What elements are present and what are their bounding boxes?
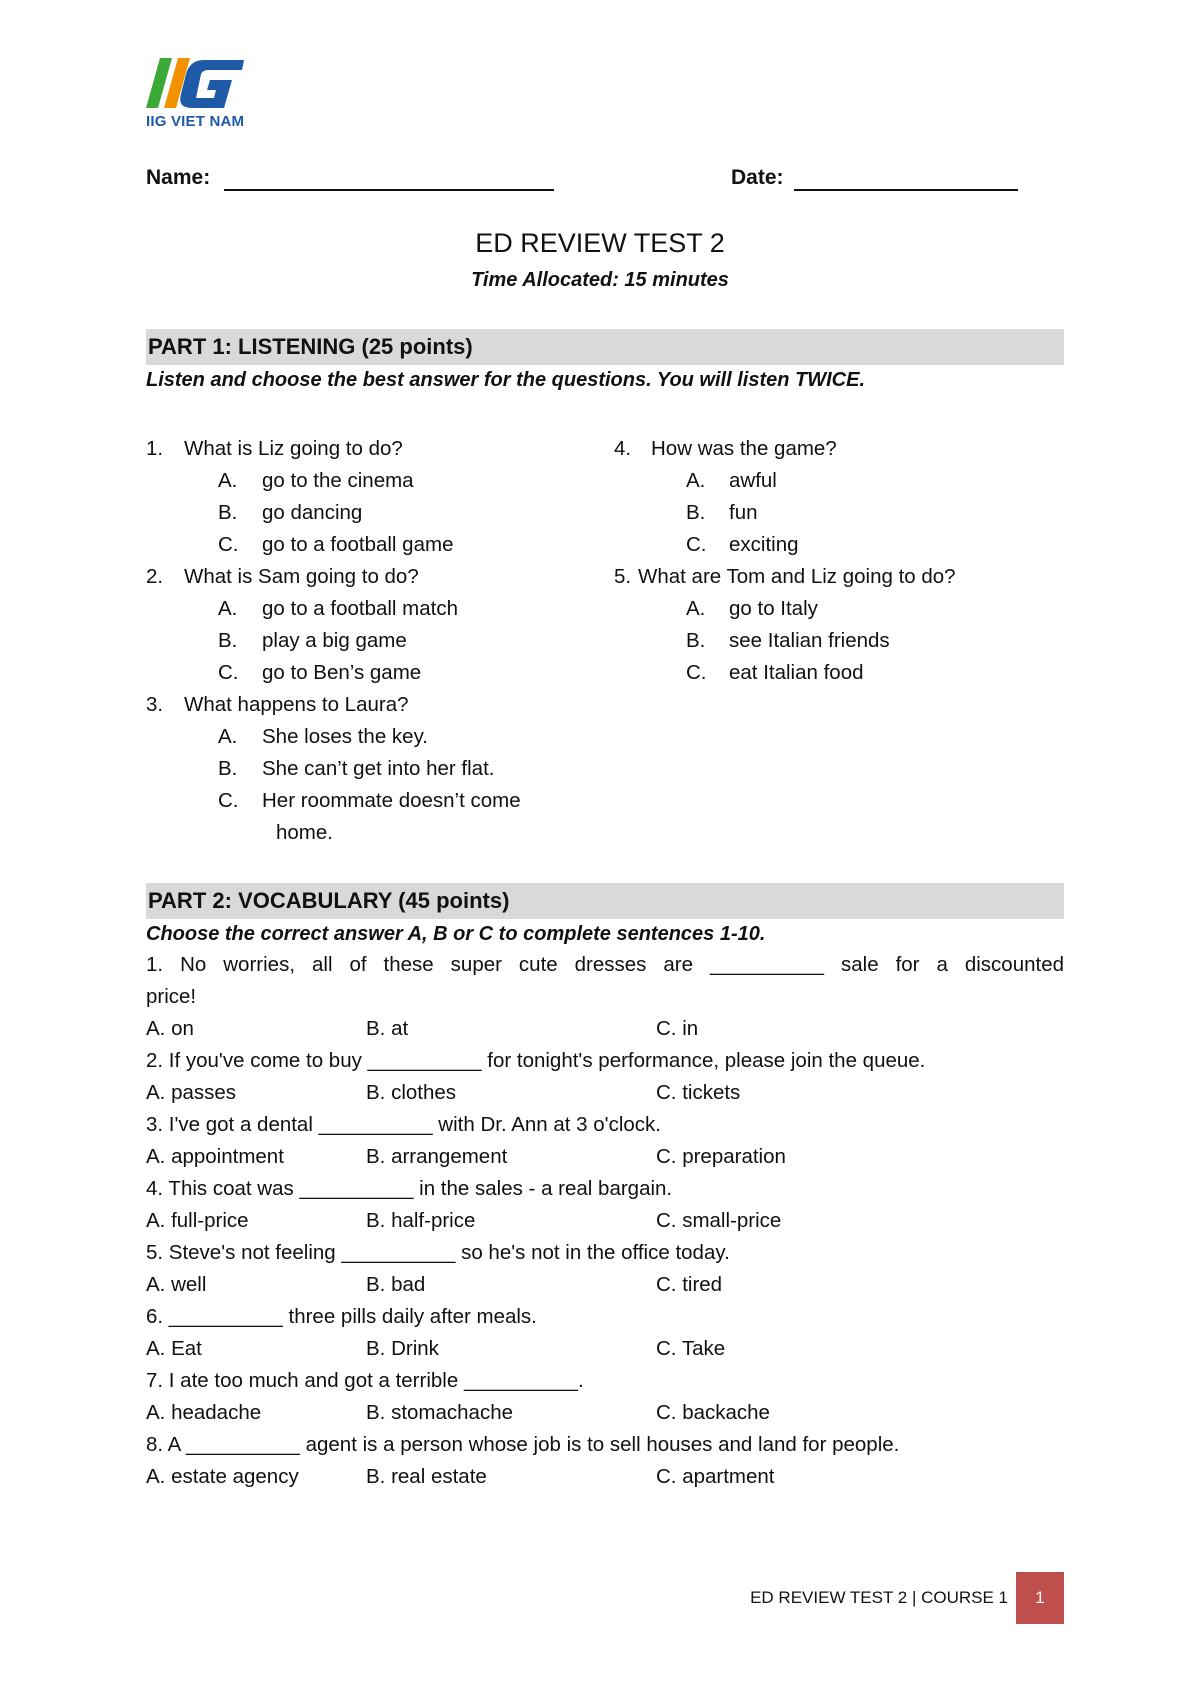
vocab-question-5: 5. Steve's not feeling __________ so he's not in the office today. [146, 1241, 730, 1264]
option[interactable] [686, 501, 758, 525]
name-date-row [146, 166, 1064, 196]
option-text: go to a football match [262, 597, 459, 620]
option[interactable] [686, 533, 799, 557]
option-text: go to Ben’s game [262, 661, 422, 684]
option-letter: B. [686, 629, 706, 652]
option-letter: C. [218, 661, 239, 684]
part1-instruction: Listen and choose the best answer for the questions. You will listen TWICE. [146, 369, 865, 391]
option[interactable] [686, 629, 890, 653]
part1-heading: PART 1: LISTENING (25 points) [146, 329, 1064, 365]
option[interactable] [218, 597, 459, 621]
option-c[interactable]: C. apartment [656, 1465, 775, 1488]
question-number: 3. [146, 693, 164, 716]
option-letter: A. [686, 597, 706, 620]
option-c[interactable]: C. tired [656, 1273, 723, 1296]
option-a[interactable]: A. headache [146, 1401, 262, 1424]
iig-logo [146, 56, 256, 132]
question-number: 5. [614, 565, 632, 588]
question-number: 1. [146, 437, 164, 460]
name-label: Name: [146, 166, 211, 189]
option-text: exciting [729, 533, 799, 556]
option-a[interactable]: A. passes [146, 1081, 237, 1104]
option-text: Her roommate doesn’t come [262, 789, 521, 812]
option-text: see Italian friends [729, 629, 890, 652]
option-text: She can’t get into her flat. [262, 757, 495, 780]
option[interactable] [686, 661, 864, 685]
page-title: ED REVIEW TEST 2 [475, 228, 725, 258]
option-b[interactable]: B. at [366, 1017, 409, 1040]
option-a[interactable]: A. on [146, 1017, 194, 1040]
option-b[interactable]: B. half-price [366, 1209, 476, 1232]
option[interactable] [218, 661, 422, 685]
option-letter: C. [686, 533, 707, 556]
vocab-question-6: 6. __________ three pills daily after meals. [146, 1305, 537, 1328]
page-number: 1 [1016, 1572, 1064, 1624]
option-c[interactable]: C. backache [656, 1401, 770, 1424]
option[interactable] [218, 501, 363, 525]
question-1 [146, 437, 403, 461]
vocab-question-8: 8. A __________ agent is a person whose job is to sell houses and land for people. [146, 1433, 900, 1456]
option-b[interactable]: B. Drink [366, 1337, 439, 1360]
question-text: How was the game? [651, 437, 837, 460]
option-a[interactable]: A. full-price [146, 1209, 249, 1232]
date-field[interactable] [794, 189, 1018, 191]
option-letter: A. [218, 725, 238, 748]
option-letter: B. [218, 757, 238, 780]
vocab-question-7: 7. I ate too much and got a terrible __________. [146, 1369, 584, 1392]
option[interactable] [686, 597, 818, 621]
question-2 [146, 565, 419, 589]
option-a[interactable]: A. Eat [146, 1337, 202, 1360]
time-allocated: Time Allocated: 15 minutes [471, 269, 729, 291]
option-letter: C. [218, 789, 239, 812]
question-number: 4. [614, 437, 632, 460]
footer-text: ED REVIEW TEST 2 | COURSE 1 [750, 1588, 1008, 1607]
vocab-question-1: 1. No worries, all of these super cute dresses are __________ sale for a discounted [146, 953, 1064, 976]
option-b[interactable]: B. clothes [366, 1081, 457, 1104]
option-text: go dancing [262, 501, 363, 524]
option-text: awful [729, 469, 777, 492]
option-continuation: home. [276, 821, 333, 844]
option-a[interactable]: A. well [146, 1273, 207, 1296]
option[interactable] [218, 789, 521, 813]
option-letter: A. [686, 469, 706, 492]
option-letter: C. [686, 661, 707, 684]
option-c[interactable]: C. Take [656, 1337, 726, 1360]
option-c[interactable]: C. in [656, 1017, 699, 1040]
option-c[interactable]: C. small-price [656, 1209, 782, 1232]
date-label: Date: [731, 166, 784, 189]
option-letter: B. [218, 501, 238, 524]
option[interactable] [218, 757, 495, 781]
option[interactable] [218, 533, 454, 557]
option-a[interactable]: A. appointment [146, 1145, 284, 1168]
part2-heading: PART 2: VOCABULARY (45 points) [146, 883, 1064, 919]
vocab-question-4: 4. This coat was __________ in the sales - a real bargain. [146, 1177, 673, 1200]
question-text: What is Liz going to do? [184, 437, 403, 460]
option-text: fun [729, 501, 758, 524]
vocab-question-3: 3. I've got a dental __________ with Dr. Ann at 3 o'clock. [146, 1113, 661, 1136]
question-number: 2. [146, 565, 164, 588]
option-c[interactable]: C. tickets [656, 1081, 741, 1104]
question-text: What is Sam going to do? [184, 565, 419, 588]
vocab-question-1-cont: price! [146, 985, 197, 1008]
option-a[interactable]: A. estate agency [146, 1465, 299, 1488]
option-text: go to Italy [729, 597, 818, 620]
question-5 [614, 565, 956, 589]
option-text: play a big game [262, 629, 407, 652]
option-b[interactable]: B. arrangement [366, 1145, 508, 1168]
option[interactable] [218, 725, 428, 749]
question-4 [614, 437, 837, 461]
part2-instruction: Choose the correct answer A, B or C to complete sentences 1-10. [146, 923, 766, 945]
option-text: She loses the key. [262, 725, 428, 748]
question-text: What are Tom and Liz going to do? [638, 565, 956, 588]
question-3 [146, 693, 409, 717]
option[interactable] [218, 629, 407, 653]
option-text: eat Italian food [729, 661, 864, 684]
option-letter: B. [218, 629, 238, 652]
option-letter: A. [218, 597, 238, 620]
question-text: What happens to Laura? [184, 693, 409, 716]
option[interactable] [218, 469, 414, 493]
option[interactable] [686, 469, 777, 493]
option-b[interactable]: B. bad [366, 1273, 426, 1296]
option-b[interactable]: B. real estate [366, 1465, 487, 1488]
option-letter: C. [218, 533, 239, 556]
vocab-question-2: 2. If you've come to buy __________ for tonight's performance, please join the queue. [146, 1049, 926, 1072]
option-letter: A. [218, 469, 238, 492]
iig-logo-mark-icon [146, 56, 256, 112]
option-text: go to the cinema [262, 469, 414, 492]
option-c[interactable]: C. preparation [656, 1145, 786, 1168]
name-field[interactable] [224, 189, 554, 191]
option-text: go to a football game [262, 533, 454, 556]
option-b[interactable]: B. stomachache [366, 1401, 513, 1424]
option-letter: B. [686, 501, 706, 524]
logo-text: IIG VIET NAM [146, 113, 245, 130]
